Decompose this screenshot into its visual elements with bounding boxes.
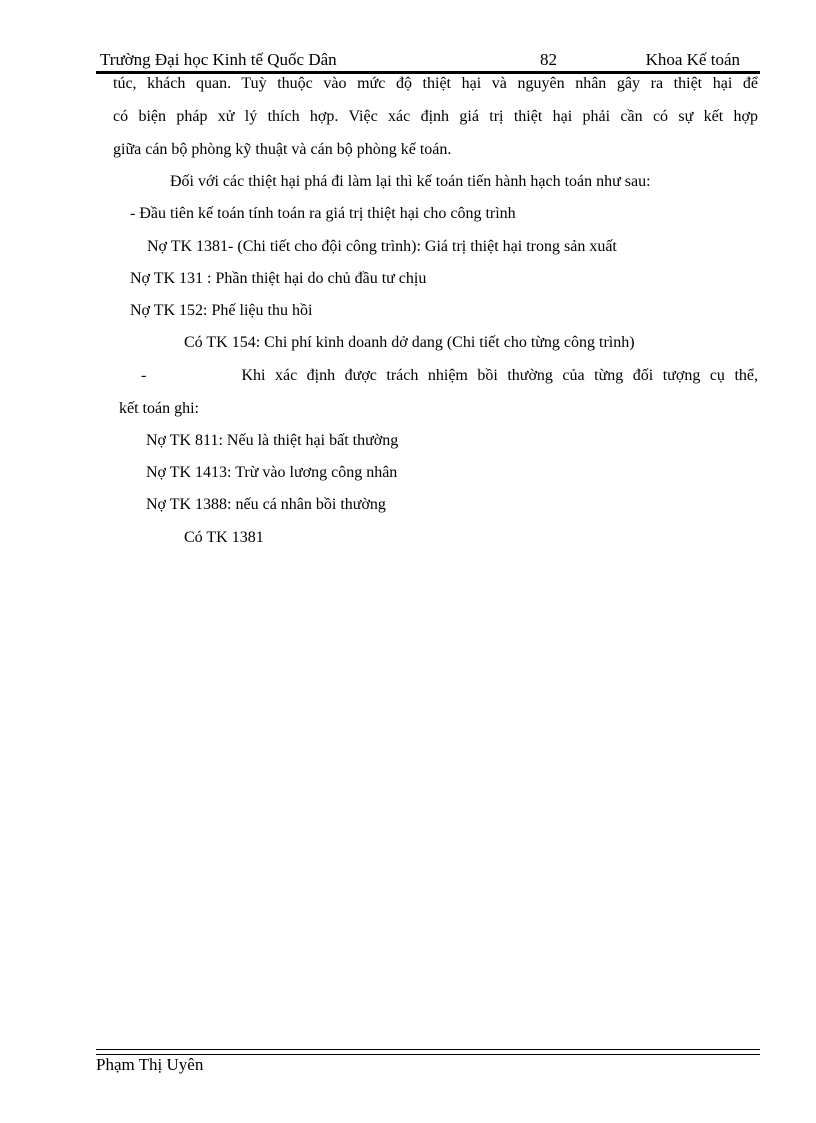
body-line: Đối với các thiệt hại phá đi làm lại thì kế toán tiến hành hạch toán như sau: [170,173,651,190]
body-line: Nợ TK 1413: Trừ vào lương công nhân [146,464,398,481]
footer-author: Phạm Thị Uyên [96,1055,204,1074]
body-line: túc, khách quan. Tuỳ thuộc vào mức độ thiệt hại và nguyên nhân gây ra thiệt hại để [113,75,758,92]
body-line: Nợ TK 1381- (Chi tiết cho đội công trình): Giá trị thiệt hại trong sản xuất [147,238,617,255]
body-line: Nợ TK 811: Nếu là thiệt hại bất thường [146,432,399,449]
page-header [100,48,758,72]
body-line: Nợ TK 131 : Phần thiệt hại do chủ đầu tư chịu [130,270,427,287]
body-line: Nợ TK 152: Phế liệu thu hồi [130,302,313,319]
body-line: kết toán ghi: [119,400,199,417]
body-line: - Khi xác định được trách nhiệm bồi thường của từng đối tượng cụ thể, [141,367,758,384]
body-line: Có TK 154: Chi phí kinh doanh dở dang (Chi tiết cho từng công trình) [184,334,635,351]
body-line: có biện pháp xử lý thích hợp. Việc xác định giá trị thiệt hại phải cần có sự kết hợp [113,108,758,125]
header-school: Trường Đại học Kinh tế Quốc Dân [100,50,337,69]
header-department: Khoa Kế toán [645,50,740,69]
body-line: Nợ TK 1388: nếu cá nhân bồi thường [146,496,386,513]
body-line: - Đầu tiên kế toán tính toán ra giá trị thiệt hại cho công trình [130,205,516,222]
header-page-number: 82 [540,50,557,69]
body-line: giữa cán bộ phòng kỹ thuật và cán bộ phòng kế toán. [113,141,452,158]
body-line: Có TK 1381 [184,529,264,546]
